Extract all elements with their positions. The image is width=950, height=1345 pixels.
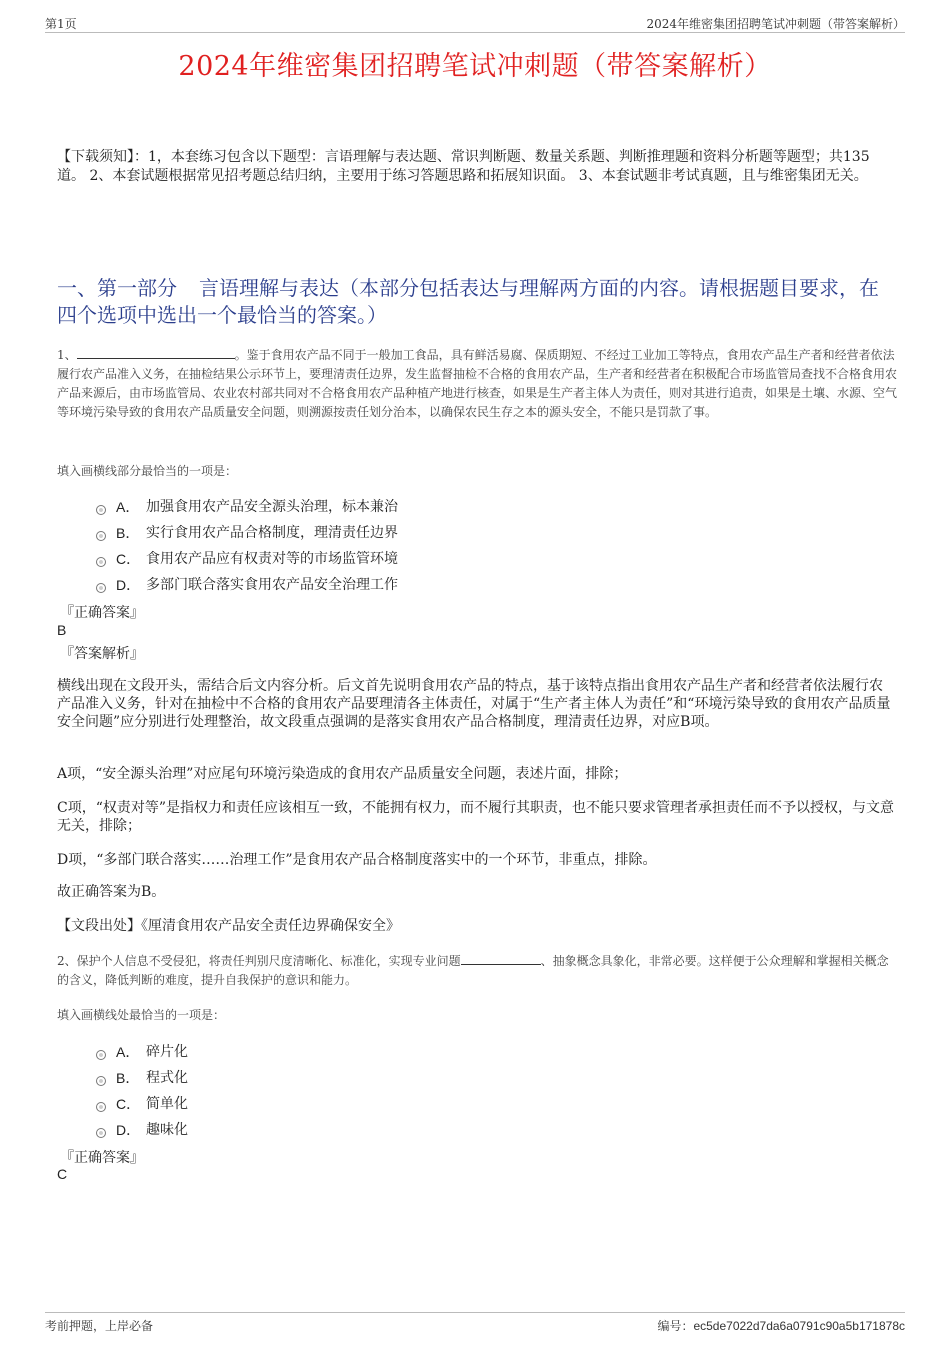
radio-icon[interactable] <box>96 1128 106 1138</box>
footer-code: 编号：ec5de7022d7da6a0791c90a5b171878c <box>657 1319 905 1333</box>
radio-icon[interactable] <box>96 1102 106 1112</box>
question-1-prompt: 填入画横线部分最恰当的一项是： <box>57 464 238 478</box>
option-a[interactable]: A． 碎片化 <box>96 1039 188 1065</box>
answer-blank <box>77 346 235 359</box>
radio-icon[interactable] <box>96 1050 106 1060</box>
question-1-options <box>96 494 398 598</box>
source-note: 【文段出处】《厘清食用农产品安全责任边界确保安全》 <box>57 918 400 934</box>
download-notice: 【下载须知】：1，本套练习包含以下题型：言语理解与表达题、常识判断题、数量关系题、判断推理题和资料分析题等题型；共135道。 2、本套试题根据常见招考题总结归纳，主要用于练习答题思路和拓展知识面。 3、本套试题非考试真题，且与维密集团无关。 <box>57 149 870 184</box>
question-1-number: 1、 <box>57 348 77 362</box>
analysis-paragraph: 横线出现在文段开头，需结合后文内容分析。后文首先说明食用农产品的特点，基于该特点指出食用农产品生产者和经营者依法履行农产品准入义务，针对在抽检中不合格的食用农产品要理清各主体责任，对属于“生产者主体人为责任”和“环境污染导致的食用农产品质量安全问题”应分别进行处理整治，故文段重点强调的是落实食用农产品合格制度，理清责任边界，对应B项。 <box>57 678 891 730</box>
radio-icon[interactable] <box>96 557 106 567</box>
option-b[interactable]: B． 实行食用农产品合格制度，理清责任边界 <box>96 520 398 546</box>
option-c[interactable]: C． 简单化 <box>96 1091 188 1117</box>
page-header <box>45 14 905 33</box>
answer-blank <box>461 952 541 965</box>
analysis-label: 『答案解析』 <box>60 646 144 662</box>
analysis-paragraph: 故正确答案为B。 <box>57 884 166 900</box>
option-d[interactable]: D． 多部门联合落实食用农产品安全治理工作 <box>96 572 398 598</box>
footer-slogan: 考前押题，上岸必备 <box>45 1319 154 1333</box>
option-b[interactable]: B． 程式化 <box>96 1065 188 1091</box>
analysis-paragraph: A项，“安全源头治理”对应尾句环境污染造成的食用农产品质量安全问题，表述片面，排除； <box>57 766 628 782</box>
correct-answer-label: 『正确答案』 <box>60 1150 144 1166</box>
page-title: 2024年维密集团招聘笔试冲刺题（带答案解析） <box>178 51 772 82</box>
radio-icon[interactable] <box>96 1076 106 1086</box>
section-part: 一、第一部分 <box>57 276 177 300</box>
option-d[interactable]: D． 趣味化 <box>96 1117 188 1143</box>
question-1-text <box>57 346 897 422</box>
radio-icon[interactable] <box>96 583 106 593</box>
question-2-number: 2、 <box>57 954 77 968</box>
option-c[interactable]: C． 食用农产品应有权责对等的市场监管环境 <box>96 546 398 572</box>
question-1-body: 。鉴于食用农产品不同于一般加工食品，具有鲜活易腐、保质期短、不经过工业加工等特点，食用农产品生产者和经营者依法履行农产品准入义务，在抽检结果公示环节上，要理清责任边界，发生监督抽检不合格的食用农产品，生产者和经营者在积极配合市场监管局查找不合格食用农产品来源后，由市场监管局、农业农村部共同对不合格食用农产品种植产地进行核查，如果是生产者主体人为责任，则对其进行追责，如果是土壤、水源、空气等环境污染导致的食用农产品质量安全问题，则溯源按责任划分治本，以确保农民生存之本的源头安全，不能只是罚款了事。 <box>57 348 898 419</box>
analysis-paragraph: D项，“多部门联合落实……治理工作”是食用农产品合格制度落实中的一个环节，非重点，排除。 <box>57 852 657 868</box>
section-heading <box>57 275 892 329</box>
section-title: 言语理解与表达（本部分包括表达与理解两方面的内容。请根据题目要求，在四个选项中选出一个最恰当的答案。） <box>57 276 879 327</box>
correct-answer: C <box>57 1166 68 1182</box>
question-2-text: 2、保护个人信息不受侵犯，将责任判别尺度清晰化、标准化，实现专业问题 、抽象概念具象化，非常必要。这样便于公众理解和掌握相关概念的含义，降低判断的难度，提升自我保护的意识和能力。 <box>57 954 889 987</box>
header-doc-title: 2024年维密集团招聘笔试冲刺题（带答案解析） <box>646 17 905 31</box>
radio-icon[interactable] <box>96 505 106 515</box>
analysis-paragraph: C项，“权责对等”是指权力和责任应该相互一致，不能拥有权力，而不履行其职责，也不能只要求管理者承担责任而不予以授权，与文意无关，排除； <box>57 800 895 834</box>
page-footer <box>45 1312 905 1333</box>
page-number: 第1页 <box>45 17 77 31</box>
correct-answer: B <box>57 622 67 638</box>
question-2-options <box>96 1039 188 1143</box>
correct-answer-label: 『正确答案』 <box>60 605 144 621</box>
radio-icon[interactable] <box>96 531 106 541</box>
option-a[interactable]: A． 加强食用农产品安全源头治理，标本兼治 <box>96 494 398 520</box>
question-2-prompt: 填入画横线处最恰当的一项是： <box>57 1008 226 1022</box>
